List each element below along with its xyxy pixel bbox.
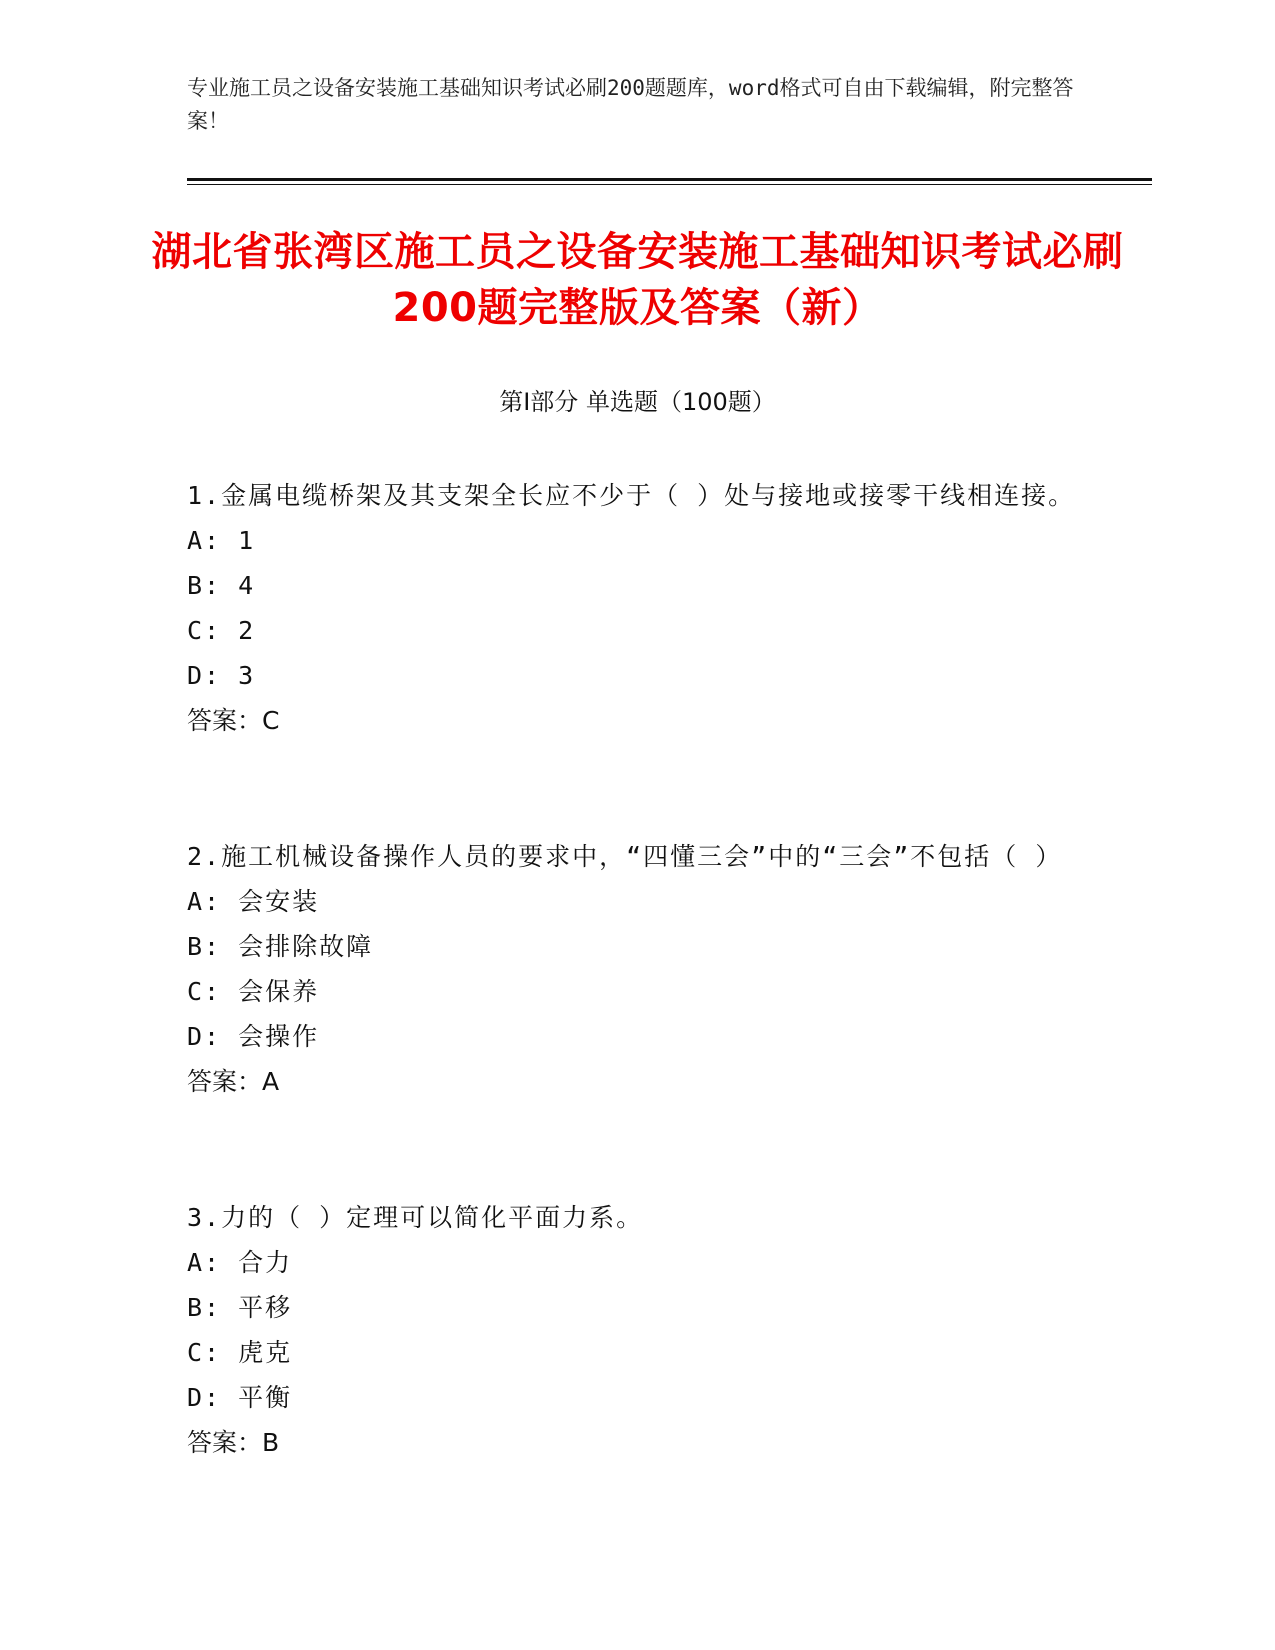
option-d: D: 3 — [187, 661, 256, 690]
header-rule-thick — [187, 178, 1152, 181]
section-title: 第Ⅰ部分 单选题（100题） — [499, 388, 776, 416]
question-3 — [187, 1195, 1087, 1465]
answer: 答案：C — [187, 706, 280, 735]
option-a: A: 1 — [187, 526, 256, 555]
question-stem: 1.金属电缆桥架及其支架全长应不少于（ ）处与接地或接零干线相连接。 — [187, 481, 1076, 510]
option-b: B: 会排除故障 — [187, 932, 374, 961]
question-1 — [187, 473, 1087, 743]
answer: 答案：B — [187, 1428, 280, 1457]
option-d: D: 平衡 — [187, 1383, 293, 1412]
option-d: D: 会操作 — [187, 1022, 320, 1051]
header-rule-thin — [187, 184, 1152, 185]
answer: 答案：A — [187, 1067, 280, 1096]
option-c: C: 2 — [187, 616, 256, 645]
question-stem: 3.力的（ ）定理可以简化平面力系。 — [187, 1203, 644, 1232]
option-b: B: 4 — [187, 571, 256, 600]
option-c: C: 会保养 — [187, 977, 320, 1006]
option-b: B: 平移 — [187, 1293, 293, 1322]
question-2 — [187, 834, 1087, 1104]
option-a: A: 合力 — [187, 1248, 293, 1277]
question-stem: 2.施工机械设备操作人员的要求中，“四懂三会”中的“三会”不包括（ ） — [187, 842, 1063, 871]
option-a: A: 会安装 — [187, 887, 320, 916]
header-note: 专业施工员之设备安装施工基础知识考试必刷200题题库，word格式可自由下载编辑，附完整答案！ — [187, 76, 1074, 133]
document-title: 湖北省张湾区施工员之设备安装施工基础知识考试必刷200题完整版及答案（新） — [151, 229, 1124, 331]
option-c: C: 虎克 — [187, 1338, 293, 1367]
